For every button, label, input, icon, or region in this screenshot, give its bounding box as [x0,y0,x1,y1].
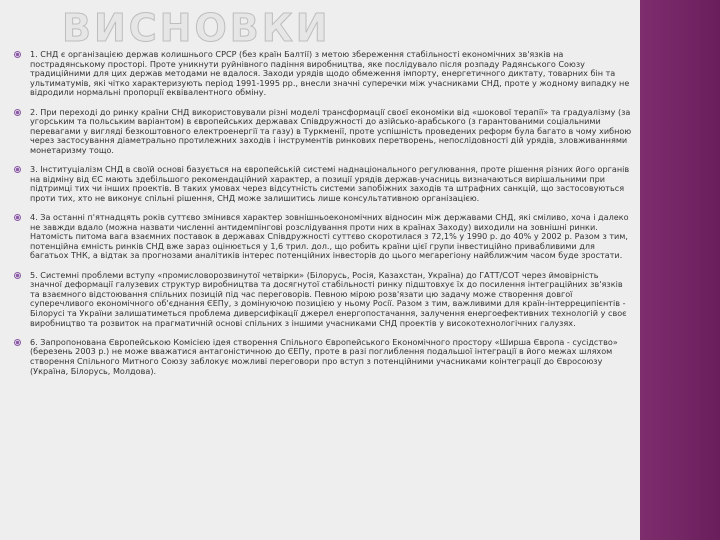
bullet-icon [14,214,21,221]
bullet-icon [14,51,21,58]
list-item [14,213,632,261]
list-item-text: 1. СНД є організацією держав колишнього СРСР (без країн Балтії) з метою збереження стабільності економічних зв'язків на пострадянському просторі. Проте уникнути руйнівного падіння виробництва, яке послідувало після розпаду Радянського Союзу традиційними для цих держав методами не вдалося. Заходи урядів щодо обмеження імпорту, енергетичного диктату, товарних бін та ультиматумів, які чітко характеризують період 1991-1995 рр., внесли значні суперечки між учасниками СНД, проте у жодному випадку не відродили нормальні пропорції еквівалентного обміну. [30,49,630,98]
bullet-icon [14,339,21,346]
bullet-icon [14,109,21,116]
list-item-text: 6. Запропонована Європейською Комісією ідея створення Спільного Європейського Економічного простору «Ширша Європа - сусідство» (березень 2003 р.) не може вважатися антагоністичною до ЄЕПу, проте в разі поглиблення подальшої інтеграції в його межах шляхом створення Спільного Митного Союзу заблокує можливі переговори про вступ з потенційними учасниками коінтеграції до Євросоюзу (Україна, Білорусь, Молдова). [30,336,618,376]
list-item-text: 2. При переході до ринку країни СНД використовували різні моделі трансформації своєї економіки від «шокової терапії» та градуалізму (за угорським та польським варіантом) в європейських державах Співдружності до азійсько-арабського (з гарантованими соціальними перевагами у вигляді безкоштовного електроенергії та газу) в Туркменії, проте успішність проведених реформ була багато в чому хибною через застосування діаметрально протилежних заходів і інструментів ринкових перетворень, непослідовності дій урядів, зловживаннями монетаризму тощо. [30,106,632,155]
decorative-sidebar [640,0,720,540]
list-item [14,271,632,329]
list-item-text: 5. Системні проблеми вступу «промисловорозвинутої четвірки» (Білорусь, Росія, Казахстан, Україна) до ГАТТ/СОТ через ймовірність значної деформації галузевих структур виробництва та досягнутої стабільності ринку підштовхує їх до посилення інтеграційних зв'язків та взаємного відстоювання спільних позицій під час переговорів. Певною мірою розв'язати цю задачу може створення довгої суперечливого економічного об'єднання ЄЕПу, з домінуючою позицією у ньому Росії. Разом з тим, важливими для країн-інтерреципієнтів - Білорусі та України залишатиметься проблема диверсифікації джерел енергопостачання, залучення енергоефективних технологій у своє виробництво та розвиток на прагматичній основі спільних з іншими учасниками СНД проектів у високотехнологічних галузях. [30,269,627,328]
list-item [14,108,632,156]
list-item [14,50,632,98]
slide-title: ВИСНОВКИ [62,6,331,50]
list-item [14,165,632,203]
bullet-icon [14,166,21,173]
bullet-icon [14,272,21,279]
list-item [14,338,632,376]
list-item-text: 4. За останні п'ятнадцять років суттєво змінився характер зовнішньоекономічних відносин між державами СНД, які сміливо, хоча і далеко не завжди вдало (можна назвати численні антидемпінгові розслідування проти них в країнах Заходу) виходили на зовнішні ринки. Натомість питома вага взаємних поставок в державах Співдружності суттєво скоротилася з 72,1% у 1990 р. до 40% у 2002 р. Разом з тим, потенційна ємність ринків СНД вже зараз оцінюється у 1,6 трил. дол., що робить країни цієї групи інвестиційно привабливими для багатьох ТНК, а відтак за прогнозами аналітиків інтерес потенційних інвесторів до цього мегарегіону найближчим часом буде зростати. [30,212,629,261]
conclusions-list [14,50,632,386]
list-item-text: 3. Інституціалізм СНД в своїй основі базується на європейській системі наднаціонального регулювання, проте рішення різних його органів на відміну від ЄС мають здебільшого рекомендаційний характер, а позиції урядів держав-учасниць визначаються вирішальними при підтримці тих чи інших проектів. В таких умовах через відсутність системи запобіжних заходів та штрафних санкцій, що застосовуються проти тих, хто не виконує спільні рішення, СНД може залишитись лише консультативною організацією. [30,164,630,203]
